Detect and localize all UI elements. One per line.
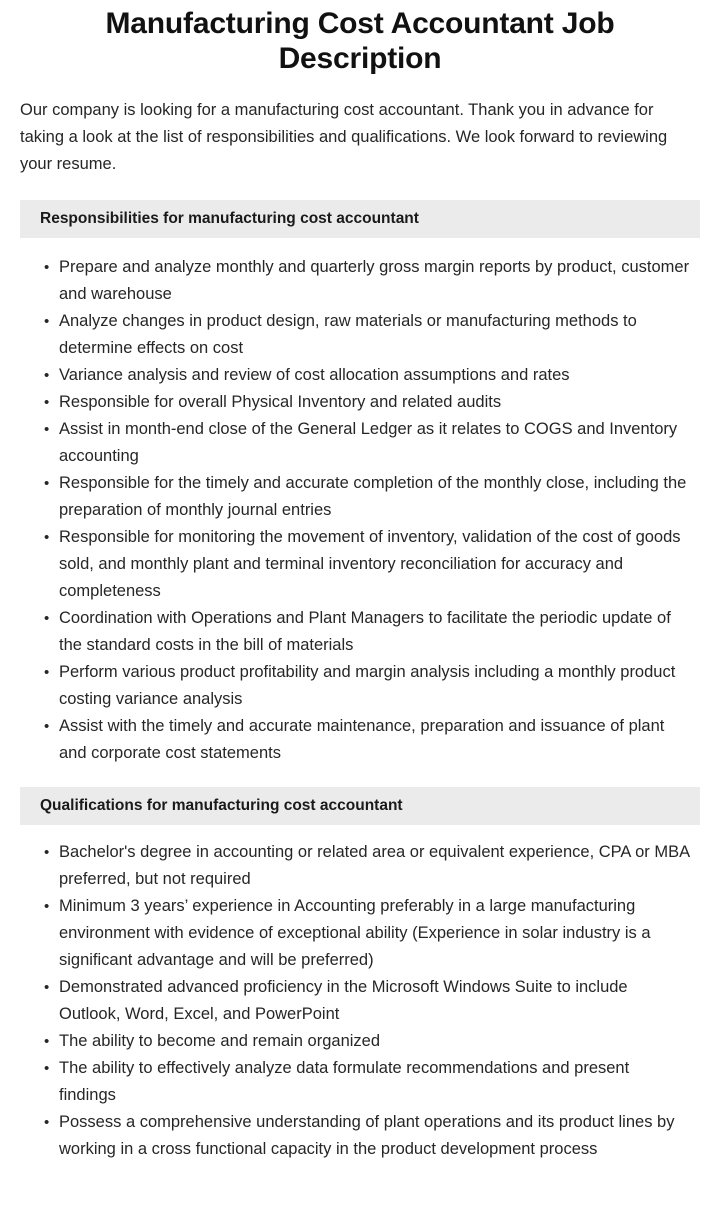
qualifications-heading-label: Qualifications for manufacturing cost accountant	[40, 796, 403, 814]
list-item: • Responsible for the timely and accurate completion of the monthly close, including the preparation of monthly journal entries	[44, 470, 690, 524]
list-item: • Responsible for overall Physical Inventory and related audits	[44, 389, 690, 416]
list-item: • Analyze changes in product design, raw materials or manufacturing methods to determine effects on cost	[44, 308, 690, 362]
qualifications-list	[0, 825, 720, 1163]
qualifications-section-header	[20, 787, 700, 825]
list-item: • Bachelor's degree in accounting or related area or equivalent experience, CPA or MBA preferred, but not required	[44, 839, 690, 893]
section-responsibilities	[0, 200, 720, 767]
responsibilities-list	[0, 238, 720, 767]
list-item: • Variance analysis and review of cost allocation assumptions and rates	[44, 362, 690, 389]
section-qualifications	[0, 787, 720, 1163]
list-item: • Perform various product profitability and margin analysis including a monthly product costing variance analysis	[44, 659, 690, 713]
list-item: • The ability to become and remain organized	[44, 1028, 690, 1055]
list-item: • Assist in month-end close of the General Ledger as it relates to COGS and Inventory accounting	[44, 416, 690, 470]
list-item: • Possess a comprehensive understanding of plant operations and its product lines by working in a cross functional capacity in the product development process	[44, 1109, 690, 1163]
list-item: • Assist with the timely and accurate maintenance, preparation and issuance of plant and corporate cost statements	[44, 713, 690, 767]
list-item: • The ability to effectively analyze data formulate recommendations and present findings	[44, 1055, 690, 1109]
list-item: • Prepare and analyze monthly and quarterly gross margin reports by product, customer and warehouse	[44, 254, 690, 308]
responsibilities-section-header	[20, 200, 700, 238]
list-item: • Minimum 3 years’ experience in Accounting preferably in a large manufacturing environment with evidence of exceptional ability (Experience in solar industry is a significant advantage and will be preferred)	[44, 893, 690, 974]
intro-paragraph: Our company is looking for a manufacturing cost accountant. Thank you in advance for taking a look at the list of responsibilities and qualifications. We look forward to reviewing your resume.	[20, 100, 668, 173]
page-title: Manufacturing Cost Accountant Job Description	[105, 7, 615, 76]
responsibilities-heading-label: Responsibilities for manufacturing cost accountant	[40, 209, 419, 227]
list-item: • Demonstrated advanced proficiency in the Microsoft Windows Suite to include Outlook, Word, Excel, and PowerPoint	[44, 974, 690, 1028]
list-item: • Coordination with Operations and Plant Managers to facilitate the periodic update of the standard costs in the bill of materials	[44, 605, 690, 659]
list-item: • Responsible for monitoring the movement of inventory, validation of the cost of goods sold, and monthly plant and terminal inventory reconciliation for accuracy and completeness	[44, 524, 690, 605]
